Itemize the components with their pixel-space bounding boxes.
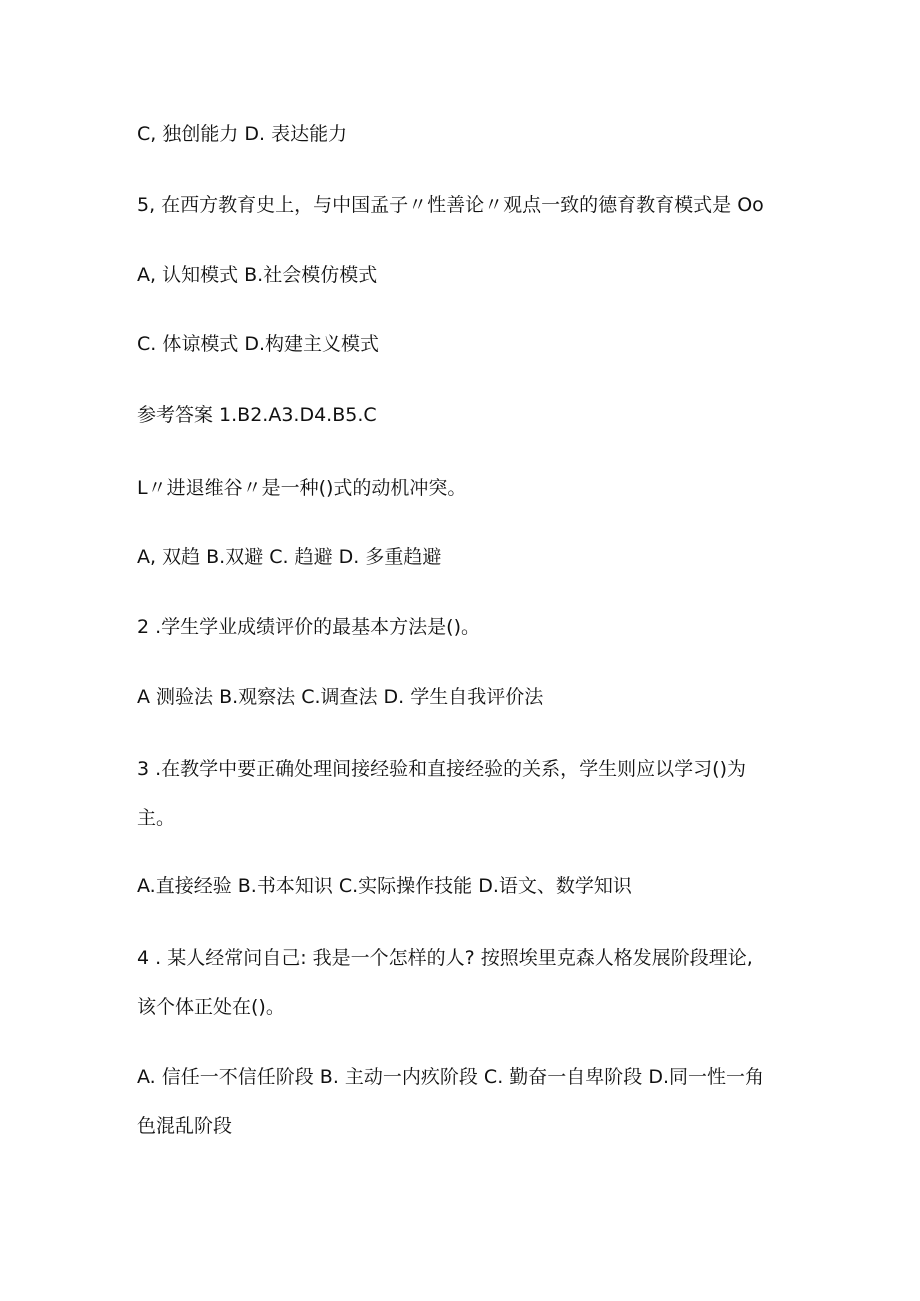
option-line: C. 体谅模式 D.构建主义模式	[137, 333, 380, 355]
question-line: 4 . 某人经常问自己: 我是一个怎样的人? 按照埃里克森人格发展阶段理论,	[137, 947, 753, 969]
option-line: A 测验法 B.观察法 C.调查法 D. 学生自我评价法	[137, 686, 544, 708]
answer-key-line: 参考答案 1.B2.A3.D4.B5.C	[137, 404, 377, 426]
question-line: 2 .学生学业成绩评价的最基本方法是()。	[137, 616, 480, 638]
option-line: A. 信任一不信任阶段 B. 主动一内疚阶段 C. 勤奋一自卑阶段 D.同一性一角	[137, 1066, 764, 1088]
option-line: A, 双趋 B.双避 C. 趋避 D. 多重趋避	[137, 546, 442, 568]
question-line: 3 .在教学中要正确处理间接经验和直接经验的关系，学生则应以学习()为	[137, 758, 746, 780]
option-line: A.直接经验 B.书本知识 C.实际操作技能 D.语文、数学知识	[137, 875, 632, 897]
question-line: L〃进退维谷〃是一种()式的动机冲突。	[137, 477, 467, 499]
question-line: 5, 在西方教育史上，与中国孟子〃性善论〃观点一致的德育教育模式是 Oo	[137, 194, 764, 216]
option-line: C, 独创能力 D. 表达能力	[137, 123, 348, 145]
option-line-continued: 色混乱阶段	[137, 1115, 233, 1137]
option-line: A, 认知模式 B.社会模仿模式	[137, 264, 378, 286]
question-line-continued: 该个体正处在()。	[137, 996, 285, 1018]
question-line-continued: 主。	[137, 807, 176, 829]
